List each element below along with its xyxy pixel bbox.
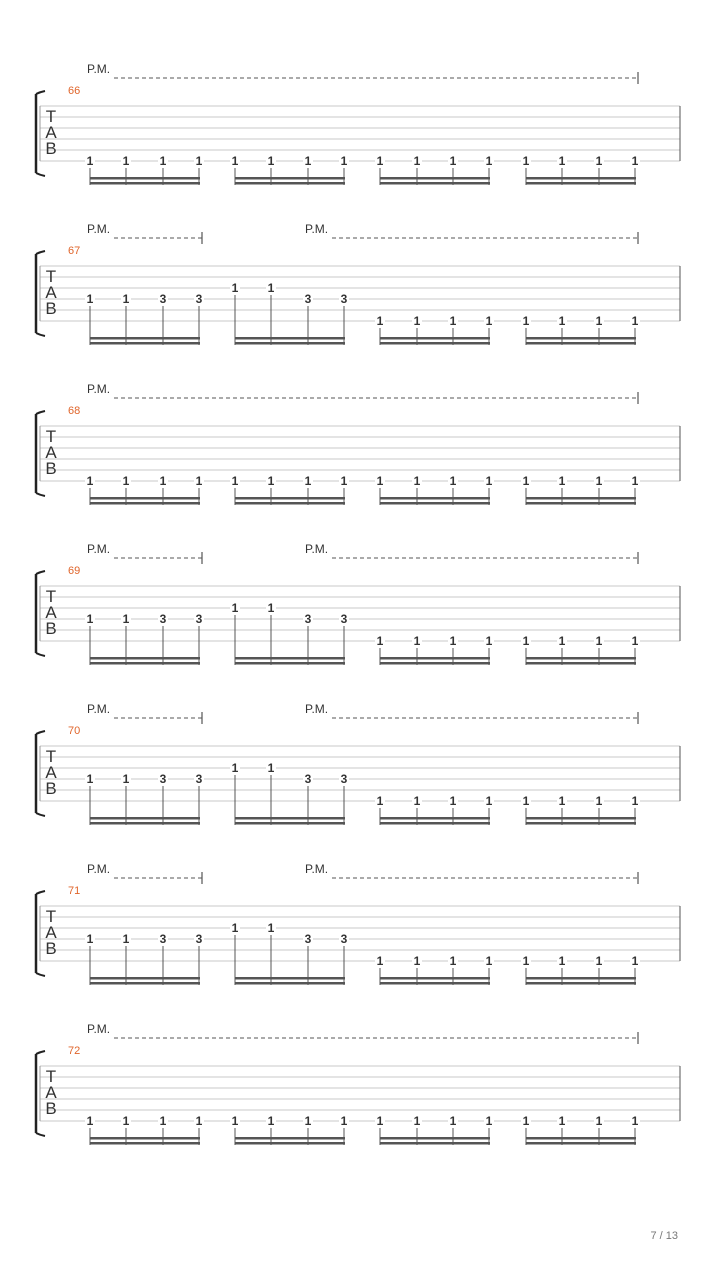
fret-number: 1 [267, 601, 275, 615]
fret-number: 1 [631, 314, 639, 328]
fret-number: 3 [195, 292, 203, 306]
fret-number: 1 [485, 794, 493, 808]
tab-system-68 [36, 382, 680, 505]
beam-lower [90, 1142, 200, 1145]
fret-number: 1 [122, 612, 130, 626]
fret-number: 1 [231, 921, 239, 935]
fret-number: 1 [449, 1114, 457, 1128]
measure-number: 70 [68, 725, 81, 737]
palm-mute-label: P.M. [87, 382, 111, 396]
tab-clef-letter: T [45, 747, 57, 766]
fret-number: 1 [595, 314, 603, 328]
fret-number: 1 [122, 474, 130, 488]
tab-clef-letter: A [45, 763, 57, 782]
fret-number: 1 [376, 634, 384, 648]
bracket-bottom-hook [36, 173, 45, 176]
bracket-top-hook [36, 411, 45, 414]
fret-number: 3 [195, 612, 203, 626]
fret-number: 1 [159, 474, 167, 488]
fret-number: 1 [485, 1114, 493, 1128]
tab-clef-letter: T [45, 107, 57, 126]
fret-number: 1 [522, 1114, 530, 1128]
fret-number: 1 [595, 1114, 603, 1128]
tab-clef-letter: A [45, 123, 57, 142]
tab-clef-letter: B [45, 1099, 57, 1118]
beam-upper [235, 497, 345, 500]
beam-upper [90, 497, 200, 500]
bracket-bottom-hook [36, 813, 45, 816]
beam-upper [380, 657, 490, 660]
bracket-bottom-hook [36, 493, 45, 496]
fret-number: 3 [159, 612, 167, 626]
beam-upper [380, 817, 490, 820]
fret-number: 1 [558, 634, 566, 648]
measure-number: 68 [68, 405, 81, 417]
fret-number: 3 [304, 772, 312, 786]
fret-number: 1 [376, 1114, 384, 1128]
beam-upper [90, 817, 200, 820]
fret-number: 1 [122, 1114, 130, 1128]
fret-number: 1 [231, 281, 239, 295]
beam-lower [380, 822, 490, 825]
fret-number: 1 [195, 474, 203, 488]
beam-upper [526, 497, 636, 500]
fret-number: 1 [195, 1114, 203, 1128]
tab-system-66 [36, 62, 680, 185]
fret-number: 1 [631, 794, 639, 808]
beam-upper [526, 657, 636, 660]
fret-number: 1 [86, 772, 94, 786]
beam-lower [526, 342, 636, 345]
fret-number: 3 [304, 932, 312, 946]
beam-upper [235, 1137, 345, 1140]
fret-number: 1 [631, 474, 639, 488]
fret-number: 1 [595, 474, 603, 488]
fret-number: 1 [267, 761, 275, 775]
fret-number: 3 [340, 772, 348, 786]
beam-upper [90, 657, 200, 660]
fret-number: 1 [267, 154, 275, 168]
fret-number: 1 [449, 794, 457, 808]
fret-number: 1 [413, 1114, 421, 1128]
beam-lower [380, 502, 490, 505]
tab-system-72 [36, 1022, 680, 1145]
beam-upper [90, 977, 200, 980]
beam-lower [90, 662, 200, 665]
palm-mute-label: P.M. [87, 62, 111, 76]
fret-number: 1 [413, 314, 421, 328]
fret-number: 1 [485, 474, 493, 488]
fret-number: 1 [413, 154, 421, 168]
beam-lower [235, 982, 345, 985]
palm-mute-label: P.M. [87, 862, 111, 876]
beam-upper [90, 177, 200, 180]
fret-number: 3 [340, 612, 348, 626]
fret-number: 1 [522, 634, 530, 648]
fret-number: 1 [376, 954, 384, 968]
fret-number: 1 [558, 1114, 566, 1128]
beam-upper [526, 817, 636, 820]
fret-number: 1 [376, 794, 384, 808]
fret-number: 1 [159, 154, 167, 168]
beam-lower [380, 982, 490, 985]
fret-number: 1 [86, 474, 94, 488]
fret-number: 1 [522, 154, 530, 168]
beam-lower [526, 182, 636, 185]
fret-number: 1 [231, 154, 239, 168]
measure-number: 69 [68, 565, 81, 577]
measure-number: 71 [68, 885, 81, 897]
beam-upper [235, 177, 345, 180]
fret-number: 1 [340, 1114, 348, 1128]
palm-mute-label: P.M. [87, 702, 111, 716]
fret-number: 3 [195, 772, 203, 786]
beam-upper [380, 337, 490, 340]
tab-clef-letter: B [45, 939, 57, 958]
bracket-bottom-hook [36, 973, 45, 976]
tab-clef-letter: A [45, 603, 57, 622]
beam-lower [90, 982, 200, 985]
fret-number: 1 [413, 794, 421, 808]
beam-lower [90, 822, 200, 825]
fret-number: 1 [267, 474, 275, 488]
beam-upper [90, 337, 200, 340]
fret-number: 1 [558, 314, 566, 328]
palm-mute-label: P.M. [305, 702, 329, 716]
fret-number: 1 [231, 761, 239, 775]
fret-number: 1 [86, 292, 94, 306]
beam-lower [235, 342, 345, 345]
fret-number: 1 [522, 954, 530, 968]
beam-lower [526, 982, 636, 985]
fret-number: 1 [558, 794, 566, 808]
fret-number: 1 [485, 314, 493, 328]
beam-upper [526, 1137, 636, 1140]
fret-number: 1 [340, 154, 348, 168]
beam-upper [380, 497, 490, 500]
page-number: 7 / 13 [650, 1230, 678, 1242]
fret-number: 1 [595, 154, 603, 168]
palm-mute-label: P.M. [305, 222, 329, 236]
tab-clef-letter: T [45, 907, 57, 926]
fret-number: 3 [340, 292, 348, 306]
fret-number: 1 [631, 634, 639, 648]
palm-mute-label: P.M. [305, 862, 329, 876]
fret-number: 3 [159, 772, 167, 786]
beam-upper [380, 1137, 490, 1140]
tab-clef-letter: T [45, 427, 57, 446]
beam-lower [526, 502, 636, 505]
fret-number: 1 [595, 794, 603, 808]
beam-lower [235, 1142, 345, 1145]
beam-lower [526, 822, 636, 825]
fret-number: 1 [558, 154, 566, 168]
tab-system-71 [36, 862, 680, 985]
beam-upper [526, 977, 636, 980]
fret-number: 1 [267, 281, 275, 295]
fret-number: 1 [195, 154, 203, 168]
bracket-top-hook [36, 1051, 45, 1054]
beam-upper [526, 177, 636, 180]
tab-clef-letter: B [45, 139, 57, 158]
tab-clef-letter: A [45, 1083, 57, 1102]
tab-clef-letter: A [45, 283, 57, 302]
fret-number: 1 [86, 154, 94, 168]
tab-clef-letter: T [45, 267, 57, 286]
measure-number: 72 [68, 1045, 81, 1057]
beam-upper [90, 1137, 200, 1140]
fret-number: 1 [449, 954, 457, 968]
fret-number: 1 [376, 154, 384, 168]
fret-number: 1 [449, 474, 457, 488]
tab-clef-letter: B [45, 619, 57, 638]
fret-number: 1 [267, 1114, 275, 1128]
fret-number: 1 [86, 1114, 94, 1128]
tab-clef-letter: A [45, 443, 57, 462]
fret-number: 1 [595, 954, 603, 968]
beam-upper [235, 657, 345, 660]
beam-upper [380, 977, 490, 980]
fret-number: 1 [122, 772, 130, 786]
beam-lower [90, 342, 200, 345]
beam-lower [380, 342, 490, 345]
tab-clef-letter: T [45, 1067, 57, 1086]
fret-number: 1 [122, 154, 130, 168]
fret-number: 1 [376, 474, 384, 488]
beam-lower [526, 662, 636, 665]
beam-lower [380, 662, 490, 665]
beam-lower [526, 1142, 636, 1145]
palm-mute-label: P.M. [87, 1022, 111, 1036]
fret-number: 1 [159, 1114, 167, 1128]
fret-number: 1 [86, 612, 94, 626]
tab-system-67 [36, 222, 680, 345]
fret-number: 1 [304, 1114, 312, 1128]
fret-number: 3 [195, 932, 203, 946]
fret-number: 1 [522, 474, 530, 488]
bracket-top-hook [36, 251, 45, 254]
fret-number: 1 [340, 474, 348, 488]
beam-upper [235, 817, 345, 820]
beam-lower [235, 502, 345, 505]
bracket-bottom-hook [36, 653, 45, 656]
beam-lower [90, 182, 200, 185]
fret-number: 1 [522, 314, 530, 328]
beam-upper [235, 977, 345, 980]
palm-mute-label: P.M. [87, 542, 111, 556]
bracket-top-hook [36, 571, 45, 574]
fret-number: 1 [485, 154, 493, 168]
fret-number: 1 [413, 634, 421, 648]
tab-clef-letter: T [45, 587, 57, 606]
bracket-top-hook [36, 91, 45, 94]
beam-lower [380, 1142, 490, 1145]
tab-clef-letter: B [45, 779, 57, 798]
fret-number: 1 [304, 154, 312, 168]
fret-number: 1 [558, 954, 566, 968]
fret-number: 1 [122, 932, 130, 946]
beam-lower [235, 182, 345, 185]
beam-lower [235, 662, 345, 665]
tab-clef-letter: B [45, 299, 57, 318]
fret-number: 1 [231, 474, 239, 488]
fret-number: 1 [413, 474, 421, 488]
fret-number: 1 [304, 474, 312, 488]
bracket-top-hook [36, 731, 45, 734]
fret-number: 1 [231, 601, 239, 615]
fret-number: 3 [340, 932, 348, 946]
fret-number: 1 [595, 634, 603, 648]
measure-number: 67 [68, 245, 81, 257]
palm-mute-label: P.M. [87, 222, 111, 236]
fret-number: 1 [449, 634, 457, 648]
fret-number: 1 [267, 921, 275, 935]
fret-number: 1 [449, 314, 457, 328]
beam-upper [380, 177, 490, 180]
fret-number: 1 [485, 954, 493, 968]
fret-number: 1 [631, 954, 639, 968]
fret-number: 1 [86, 932, 94, 946]
tab-system-69 [36, 542, 680, 665]
tab-clef-letter: A [45, 923, 57, 942]
fret-number: 1 [231, 1114, 239, 1128]
beam-upper [235, 337, 345, 340]
fret-number: 1 [558, 474, 566, 488]
fret-number: 1 [485, 634, 493, 648]
fret-number: 1 [376, 314, 384, 328]
fret-number: 3 [159, 292, 167, 306]
bracket-bottom-hook [36, 333, 45, 336]
fret-number: 1 [122, 292, 130, 306]
fret-number: 1 [631, 154, 639, 168]
palm-mute-label: P.M. [305, 542, 329, 556]
fret-number: 1 [522, 794, 530, 808]
fret-number: 1 [413, 954, 421, 968]
tab-clef-letter: B [45, 459, 57, 478]
bracket-bottom-hook [36, 1133, 45, 1136]
fret-number: 3 [304, 292, 312, 306]
tab-system-70 [36, 702, 680, 825]
beam-lower [380, 182, 490, 185]
fret-number: 3 [159, 932, 167, 946]
beam-lower [90, 502, 200, 505]
beam-lower [235, 822, 345, 825]
bracket-top-hook [36, 891, 45, 894]
measure-number: 66 [68, 85, 81, 97]
fret-number: 3 [304, 612, 312, 626]
fret-number: 1 [449, 154, 457, 168]
fret-number: 1 [631, 1114, 639, 1128]
beam-upper [526, 337, 636, 340]
